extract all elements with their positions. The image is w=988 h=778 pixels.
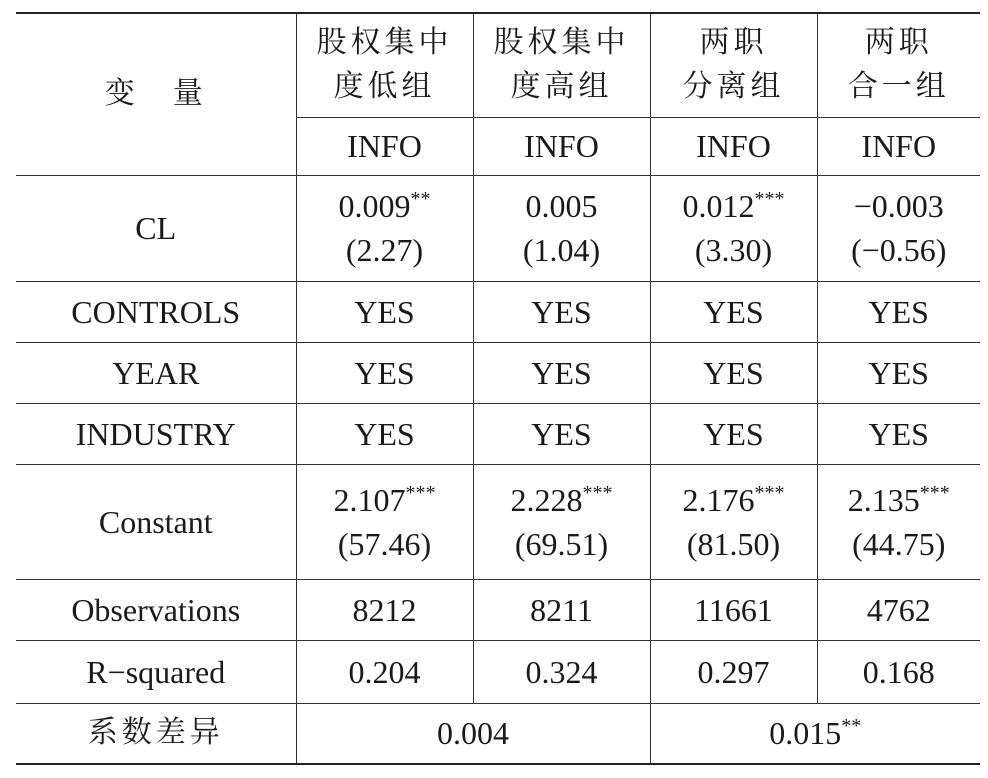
value-cell: YES bbox=[817, 281, 980, 342]
coef-cell: 2.176*** (81.50) bbox=[650, 464, 817, 579]
coef-cell: 0.009** (2.27) bbox=[296, 175, 473, 281]
value-cell: 8212 bbox=[296, 579, 473, 640]
t-stat: (44.75) bbox=[852, 525, 946, 562]
row-label: CONTROLS bbox=[16, 281, 296, 342]
coef-cell: 0.005 (1.04) bbox=[473, 175, 650, 281]
t-stat: (3.30) bbox=[694, 232, 773, 268]
value-cell: 8211 bbox=[473, 579, 650, 640]
row-controls bbox=[16, 281, 980, 342]
value-cell: 0.168 bbox=[817, 640, 980, 703]
value-cell: YES bbox=[817, 403, 980, 464]
group-header-separation: 两职 分离组 bbox=[650, 13, 817, 117]
t-stat: (−0.56) bbox=[851, 232, 947, 268]
value-cell: YES bbox=[650, 281, 817, 342]
variable-header: 变 量 bbox=[16, 13, 296, 175]
diff-ownership-cell: 0.004 bbox=[296, 703, 650, 764]
row-label: R−squared bbox=[16, 640, 296, 703]
dependent-var-cell: INFO bbox=[296, 117, 473, 175]
significance-stars: *** bbox=[582, 481, 613, 504]
regression-table bbox=[16, 12, 980, 765]
significance-stars: *** bbox=[754, 188, 785, 210]
dependent-var-cell: INFO bbox=[817, 117, 980, 175]
value-cell: YES bbox=[473, 281, 650, 342]
row-label: CL bbox=[16, 175, 296, 281]
dependent-var-cell: INFO bbox=[473, 117, 650, 175]
t-stat: (81.50) bbox=[686, 525, 781, 562]
significance-stars: *** bbox=[405, 481, 436, 504]
group-header-duality: 两职 合一组 bbox=[817, 13, 980, 117]
value-cell: YES bbox=[473, 403, 650, 464]
t-stat: (2.27) bbox=[345, 232, 424, 268]
row-industry bbox=[16, 403, 980, 464]
coef-cell: 2.228*** (69.51) bbox=[473, 464, 650, 579]
group-header-low-concentration: 股权集中 度低组 bbox=[296, 13, 473, 117]
row-year bbox=[16, 342, 980, 403]
value-cell: 4762 bbox=[817, 579, 980, 640]
significance-stars: *** bbox=[754, 481, 785, 504]
row-coefficient-difference bbox=[16, 703, 980, 764]
value-cell: YES bbox=[296, 281, 473, 342]
group-header-high-concentration: 股权集中 度高组 bbox=[473, 13, 650, 117]
t-stat: (57.46) bbox=[337, 525, 432, 562]
coef-cell: 2.107*** (57.46) bbox=[296, 464, 473, 579]
row-observations bbox=[16, 579, 980, 640]
value-cell: 11661 bbox=[650, 579, 817, 640]
significance-stars: *** bbox=[919, 481, 950, 504]
row-rsquared bbox=[16, 640, 980, 703]
row-cl bbox=[16, 175, 980, 281]
coef-cell: 0.012*** (3.30) bbox=[650, 175, 817, 281]
dependent-var-cell: INFO bbox=[650, 117, 817, 175]
header-row-groups bbox=[16, 13, 980, 117]
row-constant bbox=[16, 464, 980, 579]
coef-cell: 2.135*** (44.75) bbox=[817, 464, 980, 579]
row-label: Observations bbox=[16, 579, 296, 640]
t-stat: (1.04) bbox=[522, 232, 601, 268]
value-cell: YES bbox=[650, 403, 817, 464]
row-label: Constant bbox=[16, 464, 296, 579]
row-label: YEAR bbox=[16, 342, 296, 403]
t-stat: (69.51) bbox=[514, 525, 609, 562]
diff-duality-cell: 0.015** bbox=[650, 703, 980, 764]
value-cell: YES bbox=[817, 342, 980, 403]
significance-stars: ** bbox=[841, 715, 862, 738]
value-cell: YES bbox=[650, 342, 817, 403]
row-label: INDUSTRY bbox=[16, 403, 296, 464]
value-cell: 0.297 bbox=[650, 640, 817, 703]
row-label: 系数差异 bbox=[16, 703, 296, 764]
value-cell: YES bbox=[296, 403, 473, 464]
value-cell: 0.204 bbox=[296, 640, 473, 703]
significance-stars: ** bbox=[410, 188, 431, 210]
value-cell: YES bbox=[296, 342, 473, 403]
value-cell: 0.324 bbox=[473, 640, 650, 703]
value-cell: YES bbox=[473, 342, 650, 403]
coef-cell: −0.003 (−0.56) bbox=[817, 175, 980, 281]
